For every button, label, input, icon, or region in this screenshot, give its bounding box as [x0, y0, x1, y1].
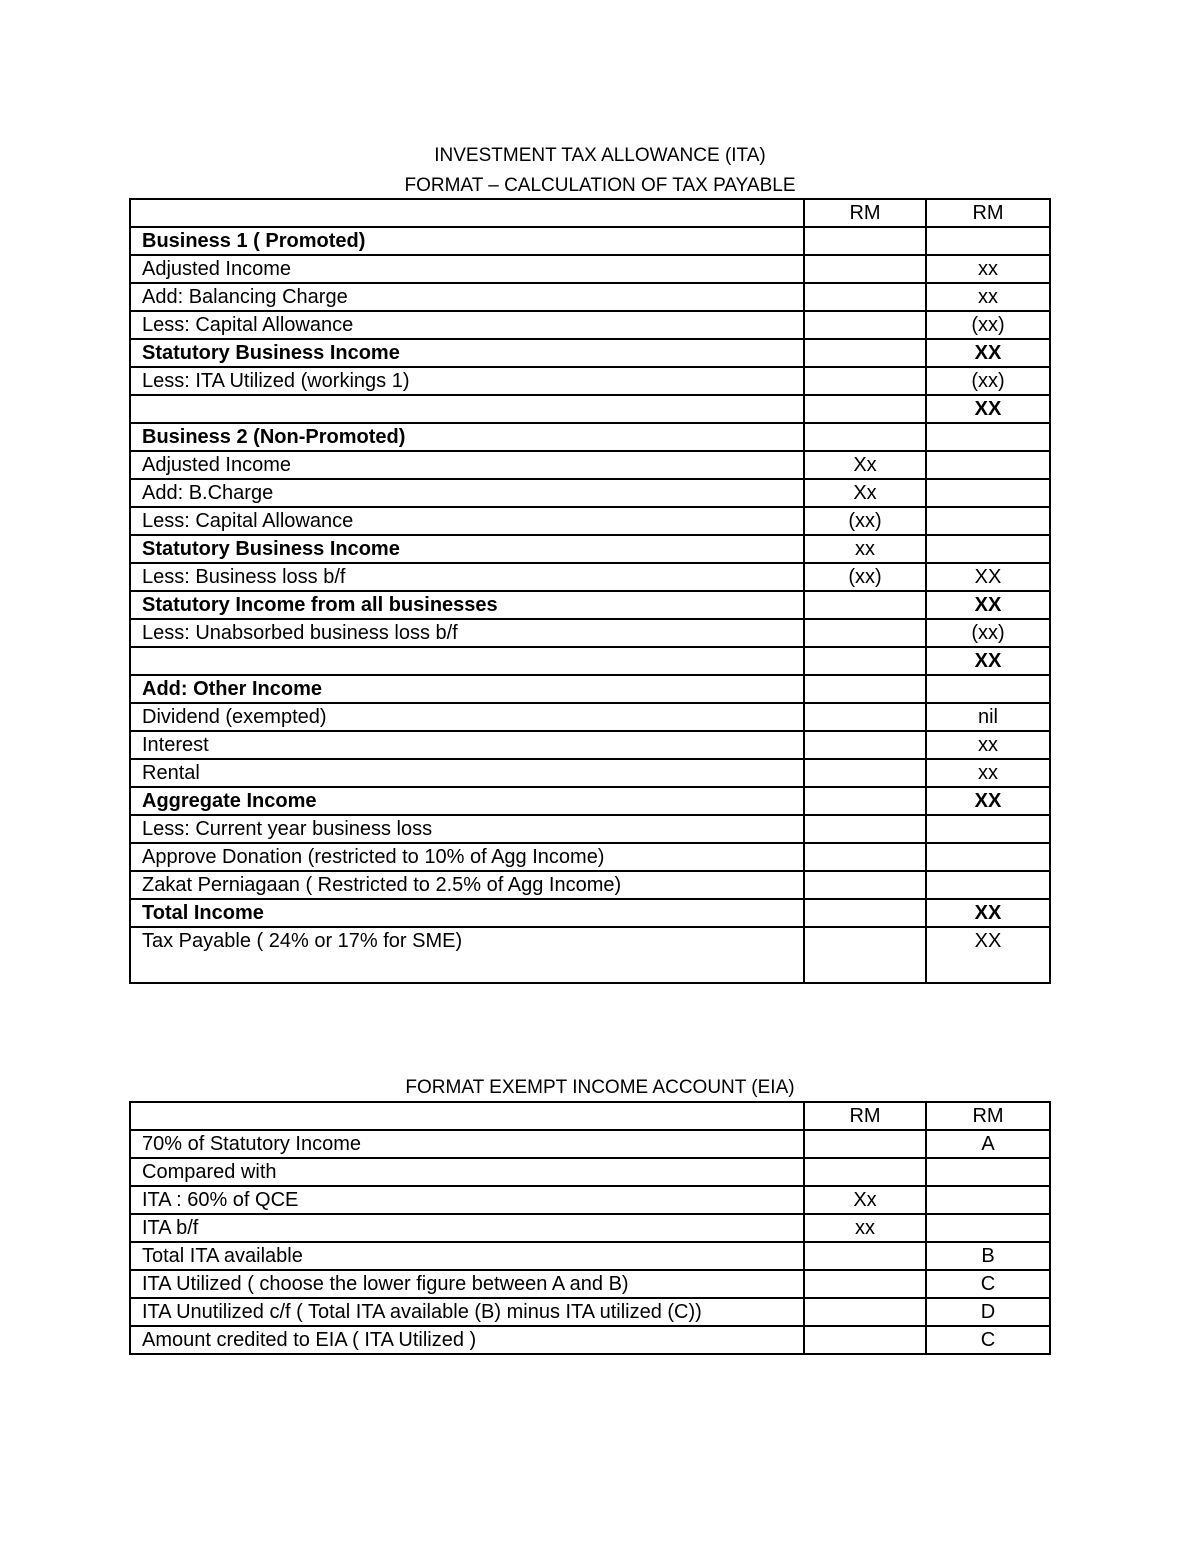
- rm-column-1-value: xx: [804, 535, 926, 563]
- table-row: [130, 899, 1050, 927]
- row-label: Total Income: [130, 899, 804, 927]
- row-label: Rental: [130, 759, 804, 787]
- table-row: [130, 367, 1050, 395]
- ita-title-line1: INVESTMENT TAX ALLOWANCE (ITA): [434, 145, 766, 166]
- header-rm-cell: RM: [804, 199, 926, 227]
- table-row: [130, 927, 1050, 983]
- rm-column-1-value: [804, 1242, 926, 1270]
- table-row: [130, 395, 1050, 423]
- row-label: [130, 647, 804, 675]
- table-row: [130, 619, 1050, 647]
- rm-column-1-value: [804, 283, 926, 311]
- ita-tax-payable-table: [129, 198, 1051, 984]
- rm-column-2-value: xx: [926, 255, 1050, 283]
- table-row: [130, 507, 1050, 535]
- rm-column-1-value: [804, 927, 926, 983]
- table-row: [130, 479, 1050, 507]
- table-row: [130, 563, 1050, 591]
- row-label: Total ITA available: [130, 1242, 804, 1270]
- row-label: Add: Other Income: [130, 675, 804, 703]
- rm-column-1-value: [804, 339, 926, 367]
- rm-column-2-value: [926, 1186, 1050, 1214]
- row-label: ITA Unutilized c/f ( Total ITA available (B) minus ITA utilized (C)): [130, 1298, 804, 1326]
- rm-column-1-value: [804, 395, 926, 423]
- rm-column-1-value: [804, 255, 926, 283]
- rm-column-1-value: [804, 367, 926, 395]
- table-row: [130, 759, 1050, 787]
- row-label: Adjusted Income: [130, 255, 804, 283]
- row-label: Add: Balancing Charge: [130, 283, 804, 311]
- table-row: [130, 591, 1050, 619]
- row-label: ITA : 60% of QCE: [130, 1186, 804, 1214]
- table-row: [130, 1242, 1050, 1270]
- table-row: [130, 227, 1050, 255]
- row-label: Aggregate Income: [130, 787, 804, 815]
- rm-column-2-value: XX: [926, 395, 1050, 423]
- header-rm-cell: RM: [926, 199, 1050, 227]
- table-row: [130, 423, 1050, 451]
- rm-column-1-value: [804, 1298, 926, 1326]
- header-label-cell: [130, 199, 804, 227]
- rm-column-1-value: [804, 759, 926, 787]
- rm-column-2-value: [926, 1158, 1050, 1186]
- rm-column-1-value: [804, 731, 926, 759]
- rm-column-2-value: XX: [926, 339, 1050, 367]
- table-row: [130, 843, 1050, 871]
- row-label: Less: Unabsorbed business loss b/f: [130, 619, 804, 647]
- rm-column-2-value: [926, 815, 1050, 843]
- rm-column-1-value: [804, 1326, 926, 1354]
- rm-column-1-value: (xx): [804, 507, 926, 535]
- rm-column-1-value: [804, 1158, 926, 1186]
- rm-column-2-value: (xx): [926, 311, 1050, 339]
- rm-column-2-value: (xx): [926, 367, 1050, 395]
- rm-column-2-value: XX: [926, 899, 1050, 927]
- rm-column-1-value: [804, 675, 926, 703]
- table-row: [130, 451, 1050, 479]
- table-row: [130, 311, 1050, 339]
- rm-column-1-value: [804, 227, 926, 255]
- table-row: [130, 731, 1050, 759]
- rm-column-2-value: C: [926, 1270, 1050, 1298]
- rm-column-1-value: [804, 843, 926, 871]
- row-label: Add: B.Charge: [130, 479, 804, 507]
- rm-column-2-value: D: [926, 1298, 1050, 1326]
- table-row: [130, 787, 1050, 815]
- table-row: [130, 255, 1050, 283]
- rm-column-1-value: [804, 1270, 926, 1298]
- table-row: [130, 647, 1050, 675]
- rm-column-2-value: XX: [926, 927, 1050, 983]
- rm-column-2-value: XX: [926, 591, 1050, 619]
- table-row: [130, 1214, 1050, 1242]
- rm-column-1-value: [804, 311, 926, 339]
- rm-column-2-value: XX: [926, 787, 1050, 815]
- table-row: [130, 675, 1050, 703]
- rm-column-2-value: [926, 451, 1050, 479]
- row-label: Business 1 ( Promoted): [130, 227, 804, 255]
- rm-column-2-value: [926, 479, 1050, 507]
- rm-column-2-value: [926, 423, 1050, 451]
- row-label: Dividend (exempted): [130, 703, 804, 731]
- rm-column-2-value: [926, 675, 1050, 703]
- row-label: Tax Payable ( 24% or 17% for SME): [130, 927, 804, 983]
- row-label: Business 2 (Non-Promoted): [130, 423, 804, 451]
- row-label: Interest: [130, 731, 804, 759]
- table-row: [130, 535, 1050, 563]
- rm-column-1-value: [804, 591, 926, 619]
- row-label: Less: Current year business loss: [130, 815, 804, 843]
- rm-column-2-value: B: [926, 1242, 1050, 1270]
- rm-column-1-value: [804, 871, 926, 899]
- rm-column-1-value: xx: [804, 1214, 926, 1242]
- rm-column-1-value: (xx): [804, 563, 926, 591]
- rm-column-2-value: C: [926, 1326, 1050, 1354]
- table-row: [130, 703, 1050, 731]
- rm-column-1-value: [804, 619, 926, 647]
- row-label: Approve Donation (restricted to 10% of Agg Income): [130, 843, 804, 871]
- table-row: [130, 815, 1050, 843]
- eia-header-row: [130, 1102, 1050, 1130]
- header-rm-cell: RM: [926, 1102, 1050, 1130]
- rm-column-2-value: nil: [926, 703, 1050, 731]
- row-label: Statutory Income from all businesses: [130, 591, 804, 619]
- rm-column-2-value: xx: [926, 731, 1050, 759]
- rm-column-1-value: Xx: [804, 1186, 926, 1214]
- table-row: [130, 1158, 1050, 1186]
- rm-column-2-value: XX: [926, 563, 1050, 591]
- table-row: [130, 1186, 1050, 1214]
- header-rm-cell: RM: [804, 1102, 926, 1130]
- rm-column-2-value: [926, 507, 1050, 535]
- row-label: Less: Capital Allowance: [130, 311, 804, 339]
- table-row: [130, 1270, 1050, 1298]
- rm-column-1-value: [804, 423, 926, 451]
- rm-column-2-value: [926, 1214, 1050, 1242]
- ita-header-row: [130, 199, 1050, 227]
- rm-column-1-value: Xx: [804, 451, 926, 479]
- row-label: Less: ITA Utilized (workings 1): [130, 367, 804, 395]
- rm-column-1-value: [804, 647, 926, 675]
- ita-title-line2: FORMAT – CALCULATION OF TAX PAYABLE: [404, 175, 796, 196]
- row-label: Less: Business loss b/f: [130, 563, 804, 591]
- row-label: Zakat Perniagaan ( Restricted to 2.5% of Agg Income): [130, 871, 804, 899]
- row-label: ITA b/f: [130, 1214, 804, 1242]
- rm-column-1-value: [804, 1130, 926, 1158]
- rm-column-1-value: [804, 787, 926, 815]
- row-label: Less: Capital Allowance: [130, 507, 804, 535]
- rm-column-2-value: [926, 843, 1050, 871]
- rm-column-1-value: [804, 703, 926, 731]
- row-label: 70% of Statutory Income: [130, 1130, 804, 1158]
- rm-column-2-value: xx: [926, 759, 1050, 787]
- table-row: [130, 339, 1050, 367]
- header-label-cell: [130, 1102, 804, 1130]
- rm-column-1-value: [804, 815, 926, 843]
- row-label: ITA Utilized ( choose the lower figure between A and B): [130, 1270, 804, 1298]
- rm-column-2-value: A: [926, 1130, 1050, 1158]
- eia-account-table: [129, 1101, 1051, 1355]
- table-row: [130, 1326, 1050, 1354]
- table-row: [130, 283, 1050, 311]
- rm-column-2-value: xx: [926, 283, 1050, 311]
- row-label: Adjusted Income: [130, 451, 804, 479]
- rm-column-2-value: [926, 871, 1050, 899]
- row-label: Statutory Business Income: [130, 339, 804, 367]
- rm-column-2-value: [926, 227, 1050, 255]
- table-row: [130, 1298, 1050, 1326]
- rm-column-2-value: XX: [926, 647, 1050, 675]
- table-row: [130, 1130, 1050, 1158]
- rm-column-2-value: [926, 535, 1050, 563]
- row-label: Compared with: [130, 1158, 804, 1186]
- rm-column-1-value: Xx: [804, 479, 926, 507]
- rm-column-2-value: (xx): [926, 619, 1050, 647]
- row-label: Statutory Business Income: [130, 535, 804, 563]
- rm-column-1-value: [804, 899, 926, 927]
- eia-title: FORMAT EXEMPT INCOME ACCOUNT (EIA): [405, 1077, 795, 1098]
- row-label: Amount credited to EIA ( ITA Utilized ): [130, 1326, 804, 1354]
- table-row: [130, 871, 1050, 899]
- row-label: [130, 395, 804, 423]
